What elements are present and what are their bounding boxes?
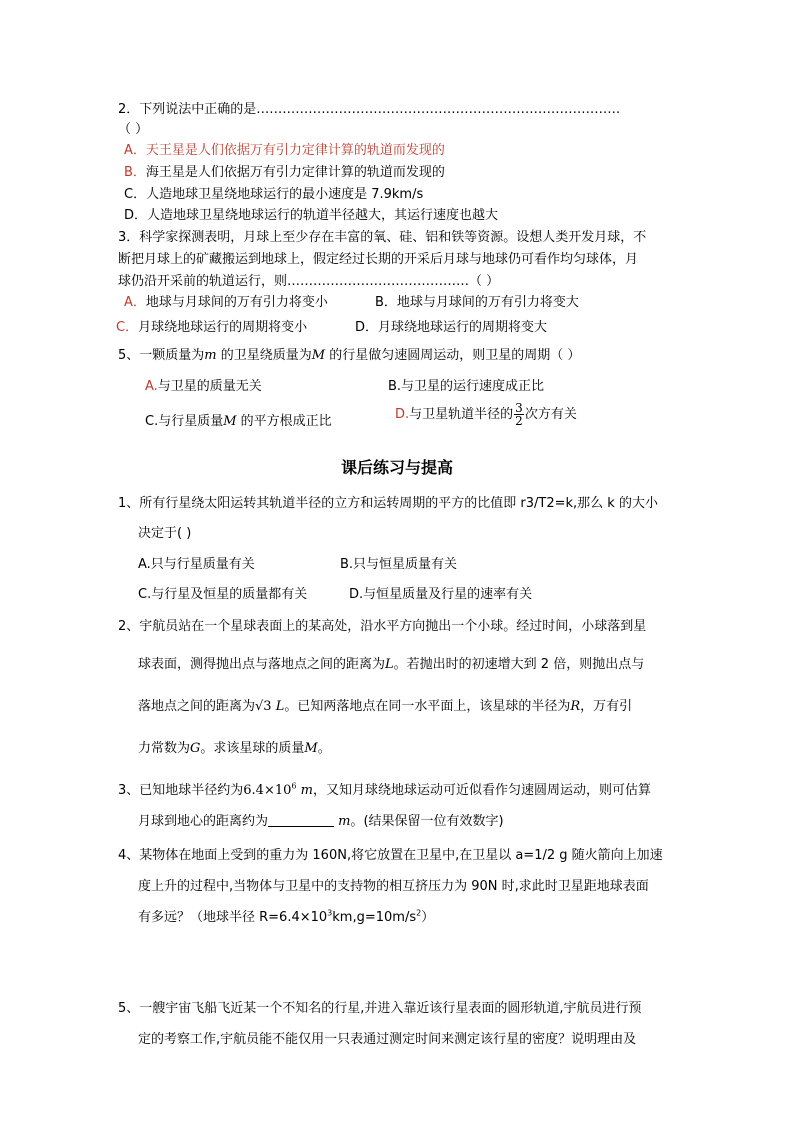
q2-option-b [124, 161, 445, 180]
hw-q4-line-1: 4、某物体在地面上受到的重力为 160N,将它放置在卫星中,在卫星以 a=1/2 g 随火箭向上加速 [118, 848, 663, 863]
hw-q2-line-2-pre: 球表面，测得抛出点与落地点之间的距离为 [138, 657, 386, 672]
fraction-numerator: 3 [515, 401, 523, 415]
q2-option-b-text: 海王星是人们依据万有引力定律计算的轨道而发现的 [145, 165, 445, 180]
q3-line-3: 球仍沿开采前的轨道运行，则……………………………………（ ） [118, 274, 500, 289]
hw-q1-option-b: B.只与恒星质量有关 [340, 557, 458, 572]
earth-radius-exp: 3 [327, 908, 333, 918]
q3-option-c-text: 月球绕地球运行的周期将变小 [138, 320, 308, 335]
q3-option-c [116, 316, 307, 335]
hw-q2-line-4 [138, 737, 331, 756]
q5-option-d-pre: 与卫星轨道半径的 [409, 407, 514, 422]
q2-answer-paren: （ ） [118, 122, 149, 137]
gravity-exp: 2 [416, 908, 422, 918]
q3-option-a-letter: A． [124, 295, 146, 310]
q3-option-d: D．月球绕地球运行的周期将变大 [355, 320, 548, 335]
q5-option-a-text: 与卫星的质量无关 [157, 379, 262, 394]
earth-radius-unit: m [300, 783, 313, 798]
hw-q3-line-2-pre: 月球到地心的距离约为 [138, 814, 269, 829]
q3-option-c-letter: C． [116, 320, 139, 335]
q3-line-1: 3．科学家探测表明，月球上至少存在丰富的氧、硅、铝和铁等资源。设想人类开发月球，不 [118, 230, 647, 245]
hw-q1-option-c: C.与行星及恒星的质量都有关 [138, 587, 308, 602]
answer-blank[interactable] [268, 812, 334, 827]
q5-option-c [145, 410, 332, 429]
hw-q2-line-3-post: ，万有引 [580, 699, 633, 714]
hw-q1-option-d: D.与恒星质量及行星的速率有关 [349, 587, 533, 602]
q2-option-d: D．人造地球卫星绕地球运行的轨道半径越大，其运行速度也越大 [124, 208, 499, 223]
q2-option-b-letter: B． [124, 165, 146, 180]
hw-q3-line-1-post: ，又知月球绕地球运动可近似看作匀速圆周运动，则可估算 [312, 783, 651, 798]
hw-q1-option-a: A.只与行星质量有关 [138, 557, 255, 572]
q2-stem: 2．下列说法中正确的是………………………………………………………………………… [118, 102, 621, 117]
hw-q2-line-4-post: 。 [317, 741, 331, 756]
hw-q2-line-3-pre: 落地点之间的距离为 [138, 699, 256, 714]
hw-q3-line-1-pre: 3、已知地球半径约为 [118, 783, 244, 798]
q5-option-b: B.与卫星的运行速度成正比 [388, 379, 545, 394]
hw-q2-var-G: G [190, 741, 201, 756]
q5-option-d [395, 402, 577, 427]
hw-q2-var-L-2: L [275, 699, 285, 714]
q5-var-m: m [204, 348, 217, 363]
hw-q2-var-R: R [570, 699, 581, 714]
hw-q3-line-2 [138, 810, 504, 829]
q5-option-c-pre: C.与行星质量 [145, 414, 224, 429]
q5-stem-mid: 的卫星绕质量为 [216, 348, 312, 363]
hw-q2-line-4-pre: 力常数为 [138, 741, 191, 756]
q5-option-d-post: 次方有关 [524, 407, 577, 422]
hw-q3-line-2-post: 。(结果保留一位有效数字) [350, 814, 504, 829]
q5-stem-pre: 5、一颗质量为 [118, 348, 205, 363]
q3-option-a-text: 地球与月球间的万有引力将变小 [145, 295, 328, 310]
hw-q4-line-3 [138, 906, 434, 925]
q5-option-a [145, 375, 262, 394]
q3-option-a [124, 291, 328, 310]
answer-unit: m [338, 814, 351, 829]
q5-option-a-letter: A. [145, 379, 158, 394]
q5-option-c-var-M: M [223, 414, 237, 429]
hw-q4-line-2: 度上升的过程中,当物体与卫星中的支持物的相互挤压力为 90N 时,求此时卫星距地球表面 [138, 879, 649, 894]
q3-line-2: 断把月球上的矿藏搬运到地球上，假定经过长期的开采后月球与地球仍可看作均匀球体，月 [118, 252, 639, 267]
hw-q5-line-1: 5、一艘宇宙飞船飞近某一个不知名的行星,并进入靠近该行星表面的圆形轨道,宇航员进行预 [118, 1001, 642, 1016]
q2-option-c: C．人造地球卫星绕地球运行的最小速度是 7.9km/s [124, 187, 424, 202]
q5-var-M: M [311, 348, 326, 363]
hw-q2-line-4-mid: 。求该星球的质量 [200, 741, 305, 756]
q5-stem [118, 344, 580, 363]
hw-q2-line-3 [138, 695, 632, 714]
hw-q2-line-2-post: 。若抛出时的初速增大到 2 倍，则抛出点与 [393, 657, 645, 672]
hw-q2-var-L: L [385, 657, 394, 672]
q3-option-b: B．地球与月球间的万有引力将变大 [375, 295, 579, 310]
hw-q2-var-M: M [304, 741, 318, 756]
q2-option-a: A．天王星是人们依据万有引力定律计算的轨道而发现的 [124, 143, 445, 158]
fraction-three-halves [514, 402, 524, 427]
earth-radius-exponent: 6 [291, 781, 297, 791]
q5-stem-post: 的行星做匀速圆周运动，则卫星的周期（ ） [325, 348, 581, 363]
hw-q2-line-2 [138, 653, 644, 672]
section-title: 课后练习与提高 [340, 458, 453, 477]
hw-q4-line-3-pre: 有多远？（地球半径 R=6.4×10 [138, 910, 328, 925]
hw-q1-line-1: 1、所有行星绕太阳运转其轨道半径的立方和运转周期的平方的比值即 r3/T2=k,那么 k 的大小 [118, 496, 658, 511]
hw-q4-line-3-mid: km,g=10m/s [332, 910, 417, 925]
hw-q5-line-2: 定的考察工作,宇航员能不能仅用一只表通过测定时间来测定该行星的密度？说明理由及 [138, 1032, 637, 1047]
q5-option-d-letter: D. [395, 407, 410, 422]
fraction-denominator: 2 [515, 414, 523, 428]
hw-q2-line-3-mid: 。已知两落地点在同一水平面上，该星球的半径为 [284, 699, 571, 714]
earth-radius-value: 6.4×10 [243, 783, 292, 798]
hw-q3-line-1 [118, 779, 651, 798]
hw-q2-line-1: 2、宇航员站在一个星球表面上的某高处，沿水平方向抛出一个小球。经过时间，小球落到星 [118, 619, 647, 634]
sqrt-three: √3 [255, 699, 272, 714]
q5-option-c-post: 的平方根成正比 [236, 414, 332, 429]
hw-q4-line-3-post: ） [421, 910, 435, 925]
hw-q1-line-2: 决定于( ) [138, 526, 192, 541]
